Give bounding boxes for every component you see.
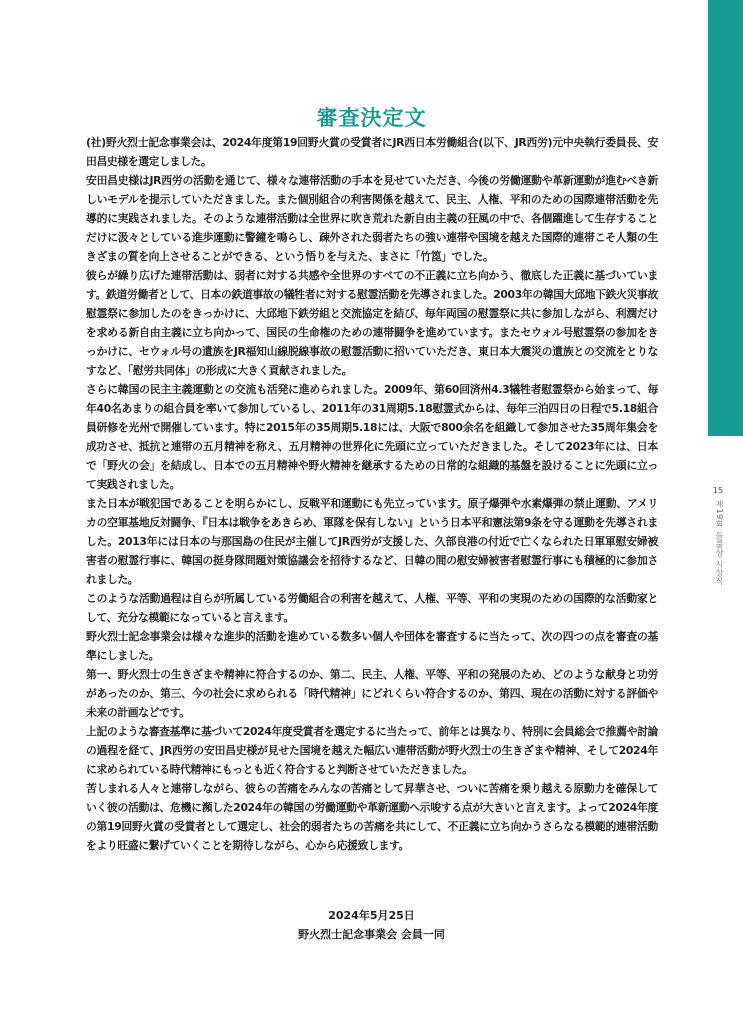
page-number: 15 [712, 486, 724, 495]
paragraph: このような活動過程は自らが所属している労働組合の利害を越えて、人権、平等、平和の実現のための国際的な活動家として、充分な模範になっていると言えます。 [86, 592, 658, 624]
paragraph: さらに韓国の民主主義運動との交流も活発に進められました。2009年、第60回済州4.3犠牲者慰霊祭から始まって、毎年40名あまりの組合員を率いて参加しているし、2011年の31周期5.18慰霊式からは、毎年三泊四日の日程で5.18組合員研修を光州で開催しています。特に2015年の35周期5.18には、大阪で800余名を組織して参加させた35周年集会を成功させ、抵抗と連帯の五月精神を称え、五月精神の世界化に先頭に立っていただきました。そして2023年には、日本で「野火の会」を結成し、日本での五月精神や野火精神を継承するための日常的な組織的基盤を設けることに先頭に立って実践されました。 [86, 383, 658, 491]
paragraph: 上記のような審査基準に基づいて2024年度受賞者を選定するに当たって、前年とは異なり、特別に会員総会で推薦や討論の過程を経て、JR西労の安田昌史様が見せた国境を越えた幅広い連帯活動が野火烈士の生きざまや精神、そして2024年に求められている時代精神にもっとも近く符合すると判断させていただきました。 [86, 725, 658, 776]
paragraph: 第一、野火烈士の生きざまや精神に符合するのか、第二、民主、人権、平等、平和の発展のため、どのような献身と功労があったのか、第三、今の社会に求められる「時代精神」にどれくらい符合するのか、第四、現在の活動に対する評価や未来の計画などです。 [86, 668, 658, 719]
page-title: 審査決定文 [316, 105, 427, 131]
side-color-tab [708, 0, 743, 436]
paragraph: 彼らが繰り広げた連帯活動は、弱者に対する共感や全世界のすべての不正義に立ち向かう、徹底した正義に基づいています。鉄道労働者として、日本の鉄道事故の犠牲者に対する慰霊活動を先導されました。2003年の韓国大邱地下鉄火災事故慰霊祭に参加したのをきっかけに、大邱地下鉄労組と交流協定を結び、毎年両国の慰霊祭に共に参加しながら、利潤だけを求める新自由主義に立ち向かって、国民の生命権のための連帯闘争を進めています。またセウォル号慰霊祭の参加をきっかけに、セウォル号の遺族をJR福知山線脱線事故の慰霊活動に招いていただき、東日本大震災の遺族との交流をとりなすなど、「慰労共同体」の形成に大きく貢献されました。 [86, 269, 658, 377]
date: 2024年5月25日 [328, 909, 415, 922]
paragraph: 苦しまれる人々と連帯しながら、彼らの苦痛をみんなの苦痛として昇華させ、ついに苦痛を乗り越える原動力を確保していく彼の活動は、危機に瀕した2024年の韓国の労働運動や革新運動へ示唆する点が大きいと言えます。よって2024年度の第19回野火賞の受賞者として選定し、社会的弱者たちの苦痛を共にして、不正義に立ち向かうさらなる模範的連帯活動をより旺盛に繋げていくことを期待しながら、心から応援致します。 [86, 782, 658, 852]
paragraph: また日本が戦犯国であることを明らかにし、反戦平和運動にも先立っています。原子爆弾や水素爆弾の禁止運動、アメリカの空軍基地反対闘争、『日本は戦争をあきらめ、軍隊を保有しない』という日本平和憲法第9条を守る運動を先導されました。2013年には日本の与那国島の住民が主催してJR西労が支援した、久部良港の付近で亡くなられた日軍軍慰安婦被害者の慰霊行事に、韓国の挺身隊問題対策協議会を招待するなど、日韓の間の慰安婦被害者慰霊行事にも積極的に参加されました。 [86, 497, 658, 586]
signature-block [0, 906, 743, 944]
paragraph: 野火烈士記念事業会は様々な進歩的活動を進めている数多い個人や団体を審査するに当たって、次の四つの点を審査の基準にしました。 [86, 630, 658, 662]
signatory: 野火烈士記念事業会 会員一同 [298, 928, 445, 941]
paragraph: 安田昌史様はJR西労の活動を通じて、様々な連帯活動の手本を見せていただき、今後の労働運動や革新運動が進むべき新しいモデルを提示していただきました。また個別組合の利害関係を越えて、民主、人権、平和のための国際連帯活動を先導的に実践されました。そのような連帯活動は全世界に吹き荒れた新自由主義の狂風の中で、各個躍進して生存することだけに汲々としている進歩運動に警鐘を鳴らし、疎外された弱者たちの強い連帯や国境を越えた国際的連帯こそ人類の生きざまの質を向上させることができる、という悟りを与えた、まさに「竹箆」でした。 [86, 174, 658, 263]
paragraph: (社)野火烈士記念事業会は、2024年度第19回野火賞の受賞者にJR西日本労働組合(以下、JR西労)元中央執行委員長、安田昌史様を選定しました。 [86, 136, 658, 168]
document-body [86, 133, 658, 855]
running-head: 제19회 들불상 시상식 [715, 500, 724, 586]
